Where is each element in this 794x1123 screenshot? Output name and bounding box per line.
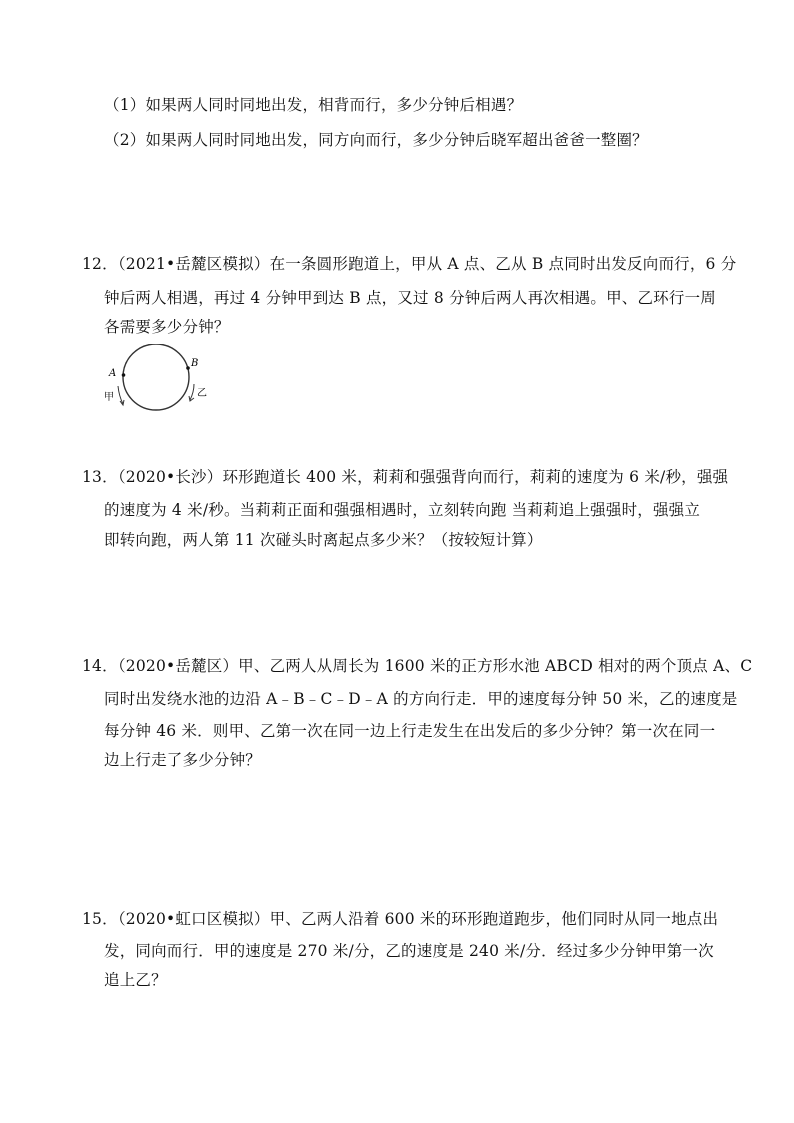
q15-line1: 15．（2020•虹口区模拟）甲、乙两人沿着 600 米的环形跑道跑步，他们同时从同一地点出: [82, 910, 719, 928]
q11-sub1: （1）如果两人同时同地出发，相背而行，多少分钟后相遇？: [104, 96, 523, 114]
label-yi: 乙: [197, 388, 207, 399]
point-a-dot: [122, 373, 126, 377]
q15-line2: 发，同向而行．甲的速度是 270 米/分，乙的速度是 240 米/分．经过多少分钟甲第一次: [104, 942, 714, 960]
q14-line3: 每分钟 46 米．则甲、乙第一次在同一边上行走发生在出发后的多少分钟？第一次在同一: [104, 722, 716, 740]
q15-line3: 追上乙？: [104, 971, 167, 989]
label-a: A: [109, 368, 117, 379]
q14-line1: 14．（2020•岳麓区）甲、乙两人从周长为 1600 米的正方形水池 ABCD 相对的两个顶点 A、C: [82, 657, 753, 675]
track-circle: [123, 344, 189, 410]
label-b: B: [191, 358, 199, 369]
circular-track-figure: [104, 344, 224, 414]
q12-line2: 钟后两人相遇，再过 4 分钟甲到达 B 点，又过 8 分钟后两人再次相遇。甲、乙环行一周: [104, 289, 716, 307]
arrow-yi-icon: [190, 384, 194, 400]
q13-line1: 13．（2020•长沙）环形跑道长 400 米，莉莉和强强背向而行，莉莉的速度为 6 米/秒，强强: [82, 468, 729, 486]
q13-line3: 即转向跑，两人第 11 次碰头时离起点多少米？（按较短计算）: [104, 531, 543, 549]
label-jia: 甲: [104, 392, 114, 403]
q14-line4: 边上行走了多少分钟？: [104, 751, 262, 769]
q14-line2: 同时出发绕水池的边沿 A﹣B﹣C﹣D﹣A 的方向行走．甲的速度每分钟 50 米，乙的速度是: [104, 690, 738, 708]
q11-sub2: （2）如果两人同时同地出发，同方向而行，多少分钟后晓军超出爸爸一整圈？: [104, 131, 648, 149]
point-b-dot: [186, 366, 190, 370]
q12-line1: 12．（2021•岳麓区模拟）在一条圆形跑道上，甲从 A 点、乙从 B 点同时出发反向而行，6 分: [82, 255, 737, 273]
q12-line3: 各需要多少分钟？: [104, 318, 230, 336]
q13-line2: 的速度为 4 米/秒。当莉莉正面和强强相遇时，立刻转向跑 当莉莉追上强强时，强强立: [104, 501, 701, 519]
